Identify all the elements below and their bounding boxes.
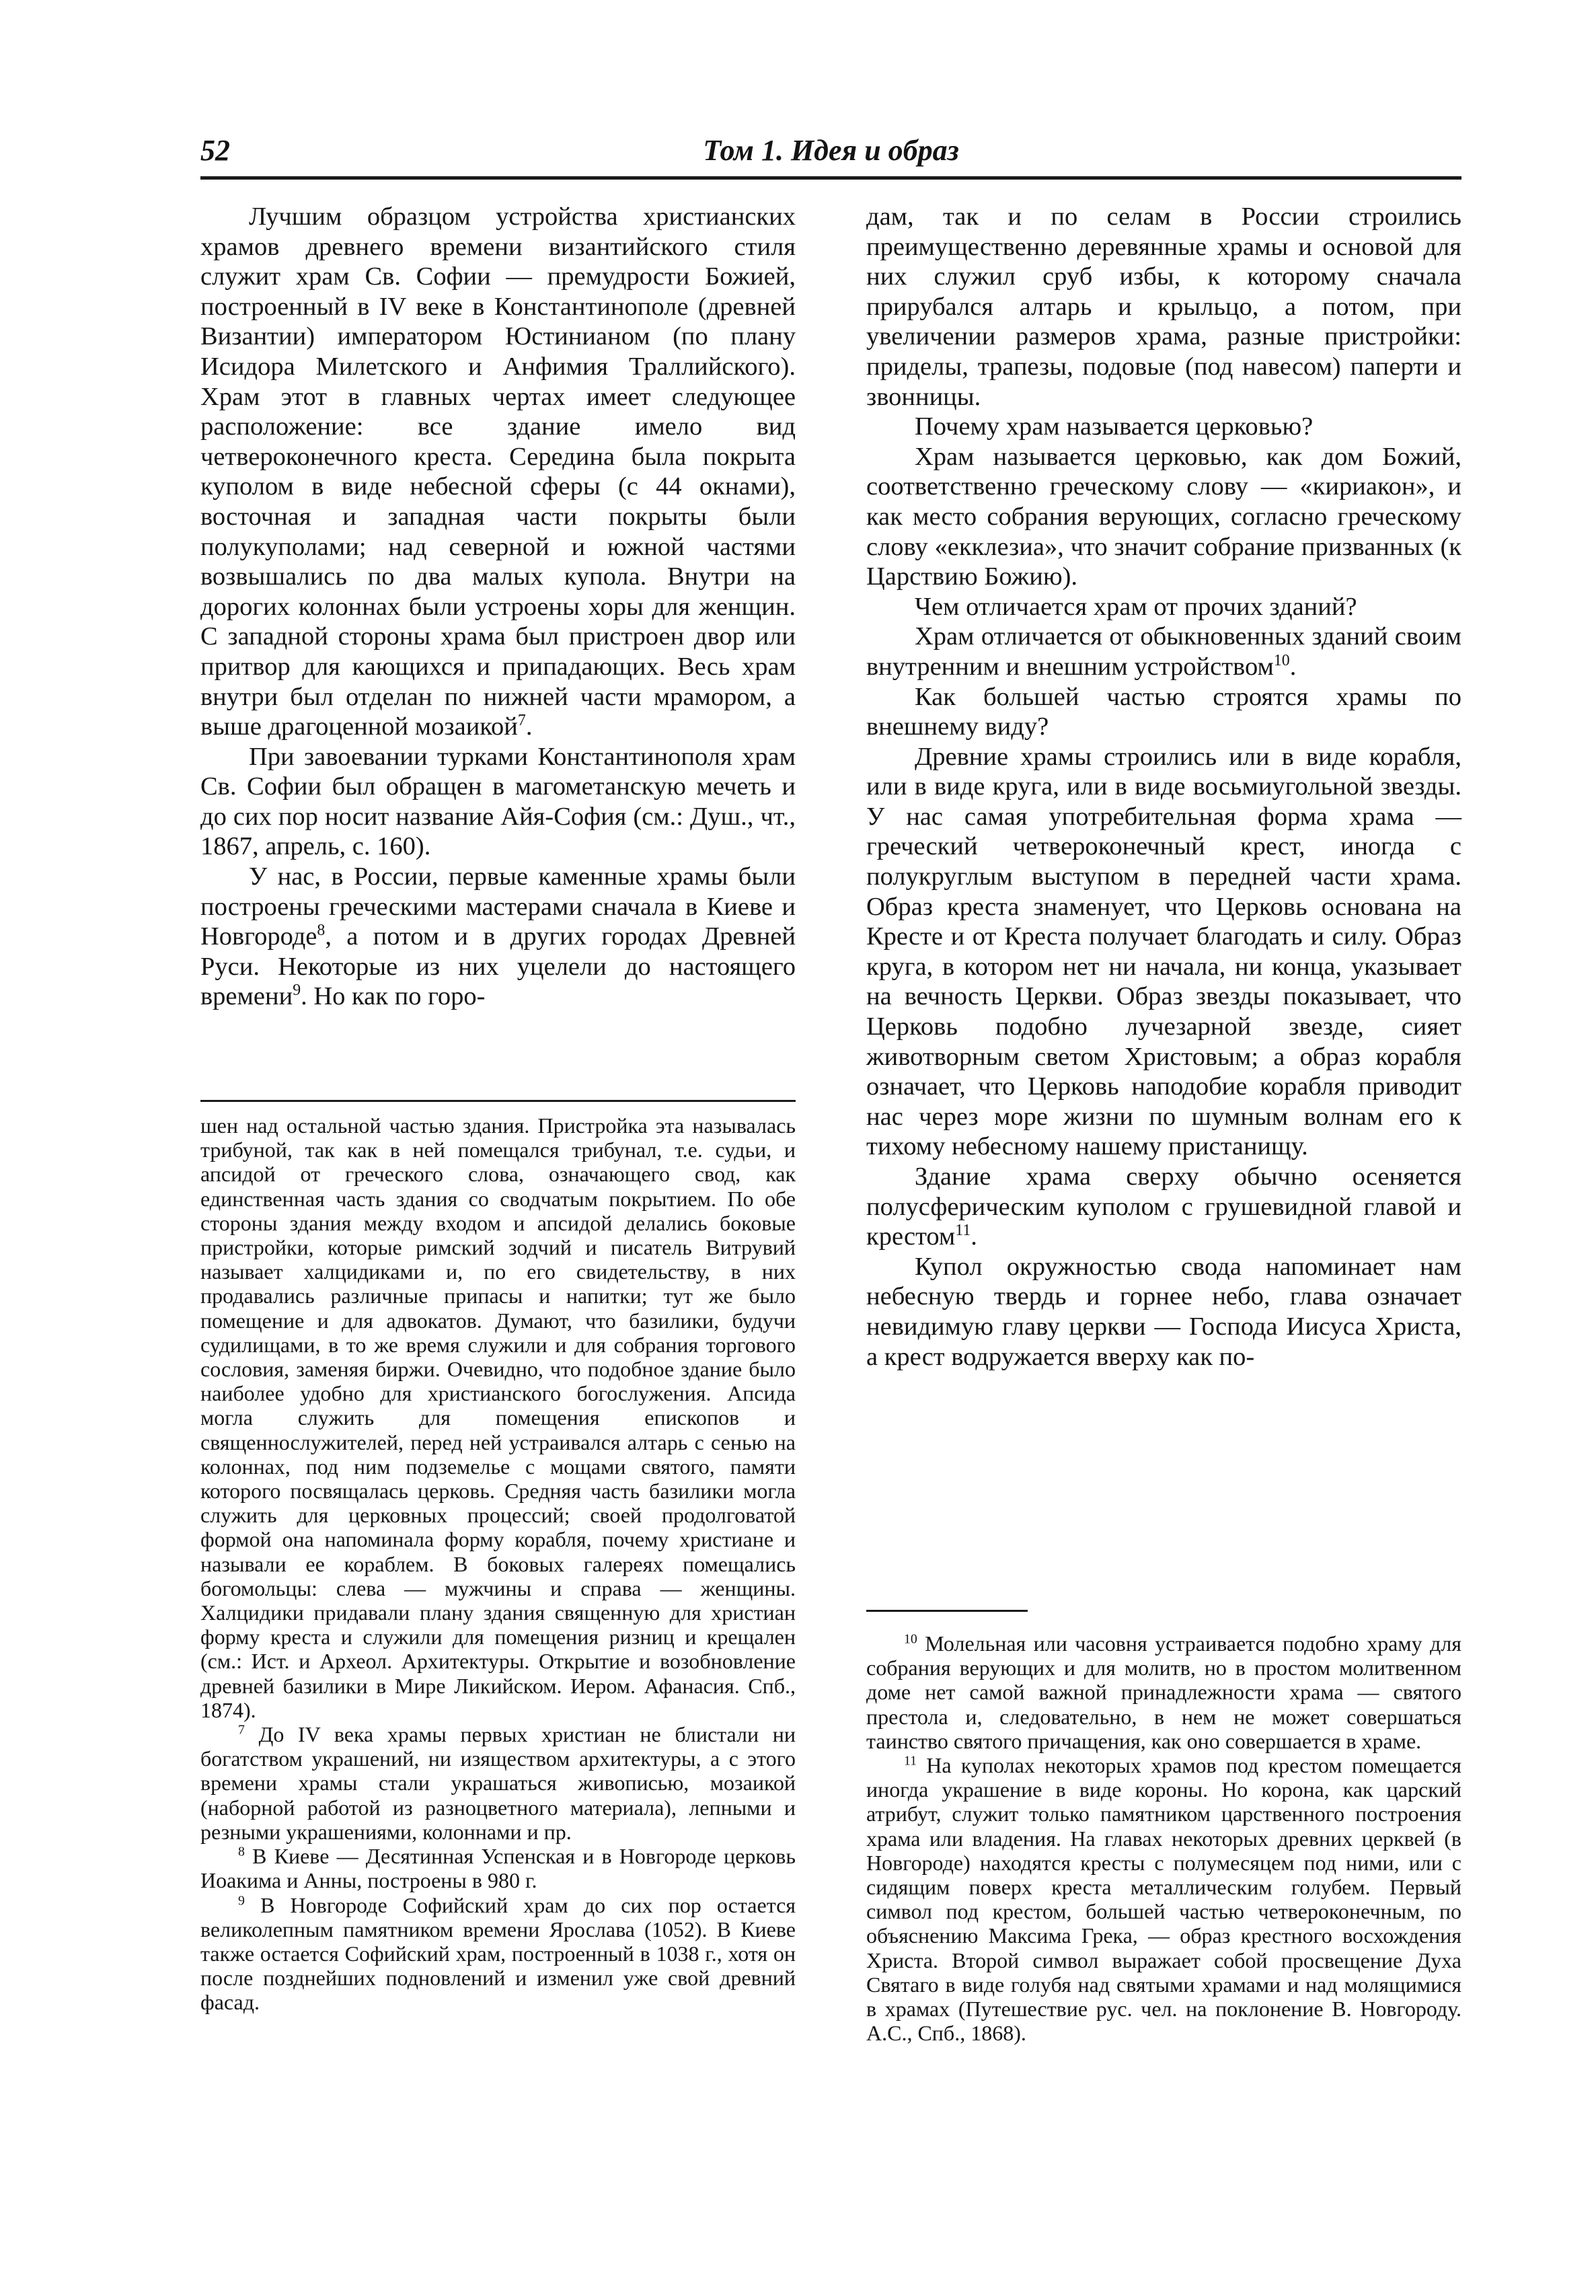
footnote-ref: 11 bbox=[955, 1222, 971, 1240]
page-number: 52 bbox=[200, 134, 230, 167]
running-title: Том 1. Идея и образ bbox=[703, 134, 959, 167]
answer-shape: Древние храмы строились или в виде корабля, или в виде круга, или в виде восьмиугольной звезды. У нас самая употребительная форма храма — греческий четвероконечный крест, иногда с полукруглым выступом в передней части храма. Образ креста знаменует, что Церковь основана на Кресте и от Креста получает благодать и силу. Образ круга, в котором нет ни начала, ни конца, указывает на вечность Церкви. Образ звезды показывает, что Церковь подобно лучезарной звезде, сияет животворным светом Христовым; а образ корабля означает, что Церковь наподобие корабля приводит нас через море жизни по шумным волнам его к тихому небесному нашему пристанищу. bbox=[866, 742, 1461, 1161]
paragraph-wooden-churches: дам, так и по селам в России строились преимущественно деревянные храмы и основой для них служил сруб избы, к которому сначала прирубался алтарь и крыльцо, а потом, при увеличении размеров храма, разные пристройки: приделы, трапезы, подовые (под навесом) паперти и звонницы. bbox=[866, 202, 1461, 411]
footnote-8: $^8$ В Киеве — Десятинная Успенская и в Новгороде церковь Иоакима и Анны, построены в 980 г. bbox=[200, 1844, 796, 1893]
right-body-text bbox=[866, 202, 1461, 1372]
paragraph-dome-meaning: Купол окружностью свода напоминает нам небесную твердь и горнее небо, глава означает невидимую главу церкви — Господа Иисуса Христа, а крест водружается вверху как по- bbox=[866, 1252, 1461, 1371]
footnote-rule-right bbox=[866, 1610, 1028, 1612]
answer-church-name: Храм называется церковью, как дом Божий, соответственно греческому слову — «кириакон», и как место собрания верующих, согласно греческому слову «екклезиа», что значит собрание призванных (к Царствию Божию). bbox=[866, 442, 1461, 591]
left-footnotes bbox=[200, 1113, 796, 2015]
question-shape: Как большей частью строятся храмы по внешнему виду? bbox=[866, 682, 1461, 741]
footnote-rule-left bbox=[200, 1100, 796, 1102]
left-body-text bbox=[200, 202, 796, 1012]
footnote-ref: 9 bbox=[293, 982, 301, 1000]
answer-difference: Храм отличается от обыкновенных зданий своим внутренним и внешним устройством$^{10}$. bbox=[866, 622, 1461, 681]
paragraph-conquest: При завоевании турками Константинополя храм Св. Софии был обращен в магометанскую мечеть и до сих пор носит название Айя-София (см.: Душ., чт., 1867, апрель, с. 160). bbox=[200, 742, 796, 861]
header-rule bbox=[200, 176, 1461, 180]
paragraph-dome: Здание храма сверху обычно осеняется полусферическим куполом с грушевидной главой и крестом$^{11}$. bbox=[866, 1162, 1461, 1251]
footnote-7: $^7$ До IV века храмы первых христиан не блистали ни богатством украшений, ни изяществом архитектуры, а с этого времени храмы стали украшаться живописью, мозаикой (наборной работой из разноцветного материала), лепными и резными украшениями, колоннами и пр. bbox=[200, 1722, 796, 1844]
paragraph-russia: У нас, в России, первые каменные храмы были построены греческими мастерами сначала в Киеве и Новгороде$^8$, а потом и в других городах Древней Руси. Некоторые из них уцелели до настоящего времени$^9$. Но как по горо- bbox=[200, 862, 796, 1011]
footnote-11: $^{11}$ На куполах некоторых храмов под крестом помещается иногда украшение в виде короны. Но корона, как царский атрибут, служит только памятником царственного построения храма или владения. На главах некоторых древних церквей (в Новгороде) находятся кресты с полумесяцем под ними, или с сидящим поверх креста металлическим голубем. Первый символ под крестом, большей частью четвероконечным, по объяснению Максима Грека, — образ крестного восхождения Христа. Второй символ выражает собой просвещение Духа Святаго в виде голубя над святыми храмами и над молящимися в храмах (Путешествие рус. чел. на поклонение В. Новгороду. А.С., Спб., 1868). bbox=[866, 1753, 1461, 2046]
question-church-name: Почему храм называется церковью? bbox=[915, 412, 1314, 441]
footnote-ref: 7 bbox=[517, 712, 526, 730]
right-footnotes bbox=[866, 1631, 1461, 2045]
footnote-ref: 8 bbox=[317, 922, 326, 940]
footnote-ref: 10 bbox=[1273, 652, 1290, 670]
footnote-continuation: шен над остальной частью здания. Пристройка эта называлась трибуной, так как в ней помещался трибунал, т.е. судьи, и апсидой от греческого слова, означающего свод, как единственная часть здания со сводчатым покрытием. По обе стороны здания между входом и апсидой делались боковые пристройки, которые римский зодчий и писатель Витрувий называет халцидиками и, по его свидетельству, в них продавались различные припасы и напитки; тут же было помещение и для адвокатов. Думают, что базилики, будучи судилищами, в то же время служили и для собрания торгового сословия, заменяя биржи. Очевидно, что подобное здание было наиболее удобно для христианского богослужения. Апсида могла служить для помещения епископов и священнослужителей, перед ней устраивался алтарь с сенью на колоннах, под ним подземелье с мощами святого, памяти которого посвящалась церковь. Средняя часть базилики могла служить для церковных процессий; своей продолговатой формой она напоминала форму корабля, почему христиане и называли ее кораблем. В боковых галереях помещались богомольцы: слева — мужчины и справа — женщины. Халцидики придавали плану здания священную для христиан форму креста и служили для помещения ризниц и крещален (см.: Ист. и Археол. Архитектуры. Открытие и возобновление древней базилики в Мире Ликийском. Иером. Афанасия. Спб., 1874). bbox=[200, 1113, 796, 1722]
left-column bbox=[200, 202, 796, 1012]
question-difference: Чем отличается храм от прочих зданий? bbox=[915, 592, 1357, 621]
paragraph-sophia: Лучшим образцом устройства христианских храмов древнего времени византийского стиля служит храм Св. Софии — премудрости Божией, построенный в IV веке в Константинополе (древней Византии) императором Юстинианом (по плану Исидора Милетского и Анфимия Траллийского). Храм этот в главных чертах имеет следующее расположение: все здание имело вид четвероконечного креста. Середина была покрыта куполом в виде небесной сферы (с 44 окнами), восточная и западная части покрыты были полукуполами; над северной и южной частями возвышались по два малых купола. Внутри на дорогих колоннах были устроены хоры для женщин. С западной стороны храма был пристроен двор или притвор для кающихся и припадающих. Весь храм внутри был отделан по нижней части мрамором, а выше драгоценной мозаикой$^7$. bbox=[200, 202, 796, 741]
page-header bbox=[200, 132, 1461, 174]
footnote-10: $^{10}$ Молельная или часовня устраивается подобно храму для собрания верующих и для молитв, но в простом молитвенном доме нет самой важной принадлежности храма — святого престола и, следовательно, в нем не может совершаться таинство святого причащения, как оно совершается в храме. bbox=[866, 1631, 1462, 1753]
footnote-9: $^9$ В Новгороде Софийский храм до сих пор остается великолепным памятником времени Ярослава (1052). В Киеве также остается Софийский храм, построенный в 1038 г., хотя он после позднейших подновлений и изменил уже свой древний фасад. bbox=[200, 1892, 796, 2015]
right-column bbox=[866, 202, 1461, 1372]
